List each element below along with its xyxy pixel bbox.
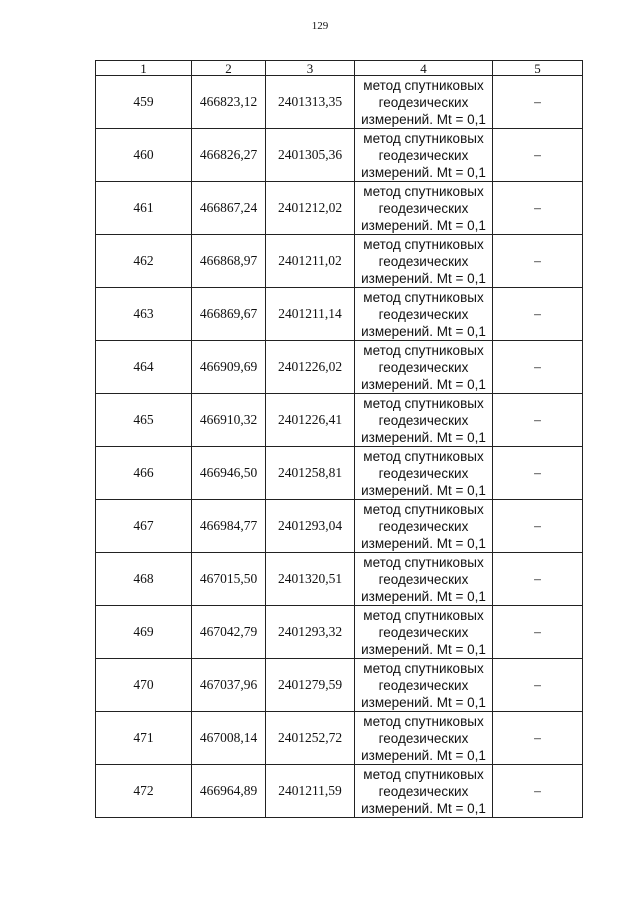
x-coordinate-cell: 466867,24	[192, 182, 266, 235]
point-number-cell: 470	[96, 659, 192, 712]
table-row	[96, 76, 583, 129]
table-row	[96, 553, 583, 606]
table-row	[96, 235, 583, 288]
note-cell: –	[493, 76, 583, 129]
point-number-cell: 465	[96, 394, 192, 447]
y-coordinate-cell: 2401211,02	[266, 235, 355, 288]
x-coordinate-cell: 466868,97	[192, 235, 266, 288]
y-coordinate-cell: 2401305,36	[266, 129, 355, 182]
method-line: геодезических	[378, 730, 469, 746]
table-row	[96, 606, 583, 659]
method-cell	[355, 447, 493, 500]
x-coordinate-cell: 467015,50	[192, 553, 266, 606]
method-line: геодезических	[378, 359, 469, 375]
y-coordinate-cell: 2401313,35	[266, 76, 355, 129]
note-cell: –	[493, 288, 583, 341]
point-number-cell: 469	[96, 606, 192, 659]
method-line: геодезических	[378, 306, 469, 322]
method-line: геодезических	[378, 412, 469, 428]
method-line: геодезических	[378, 200, 469, 216]
method-line: геодезических	[378, 465, 469, 481]
method-line: геодезических	[378, 571, 469, 587]
y-coordinate-cell: 2401252,72	[266, 712, 355, 765]
point-number-cell: 467	[96, 500, 192, 553]
method-cell	[355, 712, 493, 765]
point-number-cell: 461	[96, 182, 192, 235]
method-line: геодезических	[378, 253, 469, 269]
method-cell	[355, 606, 493, 659]
y-coordinate-cell: 2401226,41	[266, 394, 355, 447]
table-row	[96, 447, 583, 500]
table-body	[96, 76, 583, 818]
y-coordinate-cell: 2401212,02	[266, 182, 355, 235]
method-line: метод спутниковых	[363, 236, 484, 252]
method-line: метод спутниковых	[363, 766, 484, 782]
method-line: метод спутниковых	[363, 607, 484, 623]
note-cell: –	[493, 182, 583, 235]
method-line: измерений. Mt = 0,1	[361, 482, 486, 498]
point-number-cell: 466	[96, 447, 192, 500]
point-number-cell: 462	[96, 235, 192, 288]
method-line: метод спутниковых	[363, 183, 484, 199]
note-cell: –	[493, 129, 583, 182]
method-line: измерений. Mt = 0,1	[361, 270, 486, 286]
method-line: измерений. Mt = 0,1	[361, 164, 486, 180]
method-line: метод спутниковых	[363, 77, 484, 93]
point-number-cell: 464	[96, 341, 192, 394]
method-cell	[355, 500, 493, 553]
y-coordinate-cell: 2401226,02	[266, 341, 355, 394]
x-coordinate-cell: 467042,79	[192, 606, 266, 659]
note-cell: –	[493, 606, 583, 659]
method-line: геодезических	[378, 518, 469, 534]
x-coordinate-cell: 466909,69	[192, 341, 266, 394]
method-line: геодезических	[378, 94, 469, 110]
method-cell	[355, 182, 493, 235]
table-row	[96, 182, 583, 235]
method-cell	[355, 553, 493, 606]
point-number-cell: 460	[96, 129, 192, 182]
note-cell: –	[493, 447, 583, 500]
column-header: 3	[266, 61, 355, 76]
method-line: измерений. Mt = 0,1	[361, 111, 486, 127]
table-header-row	[96, 61, 583, 76]
x-coordinate-cell: 466869,67	[192, 288, 266, 341]
method-line: геодезических	[378, 677, 469, 693]
x-coordinate-cell: 466910,32	[192, 394, 266, 447]
y-coordinate-cell: 2401320,51	[266, 553, 355, 606]
method-line: измерений. Mt = 0,1	[361, 641, 486, 657]
y-coordinate-cell: 2401258,81	[266, 447, 355, 500]
note-cell: –	[493, 394, 583, 447]
method-line: геодезических	[378, 783, 469, 799]
column-header: 1	[96, 61, 192, 76]
method-line: измерений. Mt = 0,1	[361, 800, 486, 816]
x-coordinate-cell: 466984,77	[192, 500, 266, 553]
coordinates-table	[95, 60, 583, 818]
page-number: 129	[311, 20, 329, 32]
table-row	[96, 712, 583, 765]
table-row	[96, 500, 583, 553]
method-line: геодезических	[378, 147, 469, 163]
method-cell	[355, 129, 493, 182]
method-cell	[355, 394, 493, 447]
method-line: метод спутниковых	[363, 289, 484, 305]
table-row	[96, 341, 583, 394]
method-cell	[355, 235, 493, 288]
method-cell	[355, 76, 493, 129]
method-line: измерений. Mt = 0,1	[361, 694, 486, 710]
method-cell	[355, 765, 493, 818]
point-number-cell: 463	[96, 288, 192, 341]
x-coordinate-cell: 467008,14	[192, 712, 266, 765]
method-line: метод спутниковых	[363, 660, 484, 676]
y-coordinate-cell: 2401211,59	[266, 765, 355, 818]
method-line: измерений. Mt = 0,1	[361, 535, 486, 551]
method-line: метод спутниковых	[363, 501, 484, 517]
table-row	[96, 129, 583, 182]
method-line: метод спутниковых	[363, 130, 484, 146]
column-header: 4	[355, 61, 493, 76]
x-coordinate-cell: 466826,27	[192, 129, 266, 182]
table-row	[96, 288, 583, 341]
method-line: измерений. Mt = 0,1	[361, 376, 486, 392]
method-line: измерений. Mt = 0,1	[361, 429, 486, 445]
method-cell	[355, 341, 493, 394]
method-line: метод спутниковых	[363, 448, 484, 464]
note-cell: –	[493, 341, 583, 394]
point-number-cell: 468	[96, 553, 192, 606]
point-number-cell: 459	[96, 76, 192, 129]
y-coordinate-cell: 2401279,59	[266, 659, 355, 712]
column-header: 2	[192, 61, 266, 76]
x-coordinate-cell: 466823,12	[192, 76, 266, 129]
note-cell: –	[493, 659, 583, 712]
method-cell	[355, 288, 493, 341]
method-line: измерений. Mt = 0,1	[361, 323, 486, 339]
table-row	[96, 765, 583, 818]
note-cell: –	[493, 712, 583, 765]
y-coordinate-cell: 2401293,04	[266, 500, 355, 553]
column-header: 5	[493, 61, 583, 76]
y-coordinate-cell: 2401293,32	[266, 606, 355, 659]
method-line: измерений. Mt = 0,1	[361, 588, 486, 604]
x-coordinate-cell: 466964,89	[192, 765, 266, 818]
method-line: метод спутниковых	[363, 342, 484, 358]
note-cell: –	[493, 765, 583, 818]
x-coordinate-cell: 466946,50	[192, 447, 266, 500]
method-line: метод спутниковых	[363, 554, 484, 570]
method-cell	[355, 659, 493, 712]
note-cell: –	[493, 553, 583, 606]
table-row	[96, 394, 583, 447]
point-number-cell: 472	[96, 765, 192, 818]
method-line: измерений. Mt = 0,1	[361, 217, 486, 233]
table-row	[96, 659, 583, 712]
method-line: измерений. Mt = 0,1	[361, 747, 486, 763]
x-coordinate-cell: 467037,96	[192, 659, 266, 712]
method-line: геодезических	[378, 624, 469, 640]
note-cell: –	[493, 500, 583, 553]
point-number-cell: 471	[96, 712, 192, 765]
y-coordinate-cell: 2401211,14	[266, 288, 355, 341]
method-line: метод спутниковых	[363, 395, 484, 411]
method-line: метод спутниковых	[363, 713, 484, 729]
note-cell: –	[493, 235, 583, 288]
